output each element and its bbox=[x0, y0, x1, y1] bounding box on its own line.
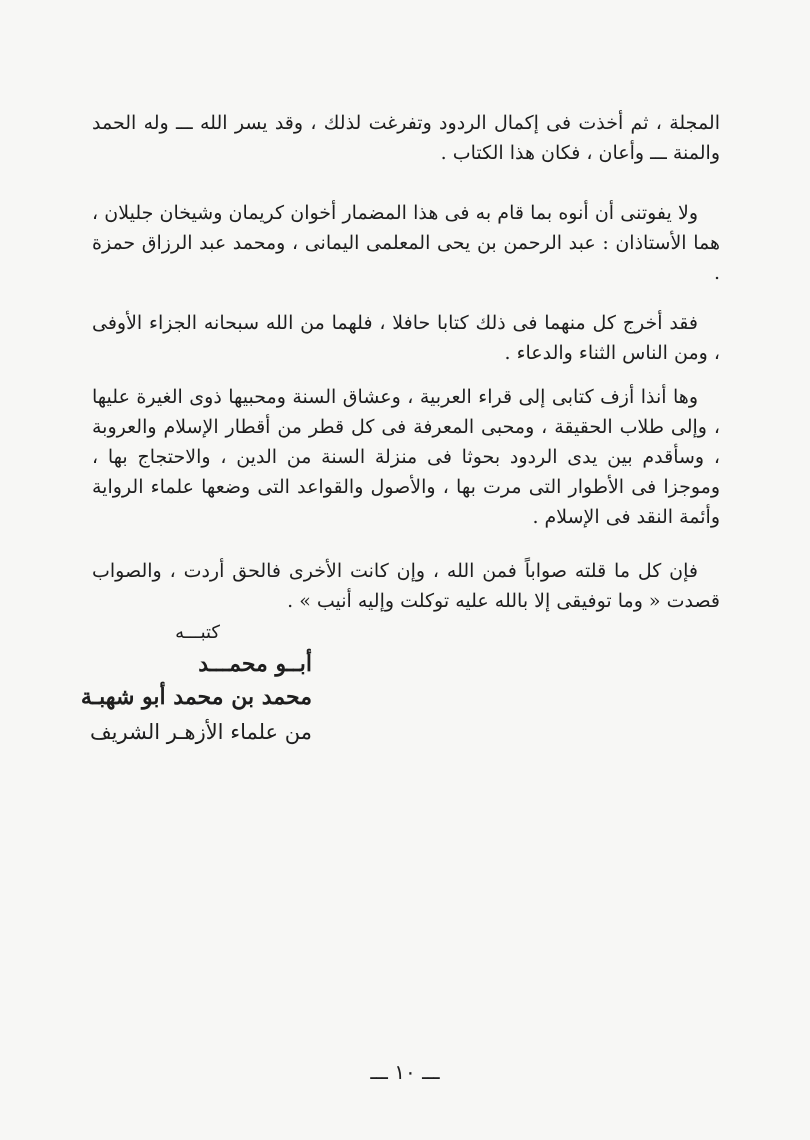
paragraph-acknowledgement bbox=[92, 198, 720, 288]
paragraph-text: وها أنذا أزف كتابى إلى قراء العربية ، وعشاق السنة ومحبيها ذوى الغيرة عليها ، وإلى طلاب الحقيقة ، ومحبى المعرفة فى كل قطر من أقطار الإسلام والعروبة ، وسأقدم بين يدى الردود بحوثا فى منزلة السنة من الدين ، والاحتجاج بها ، وموجزا فى الأطوار التى مرت بها ، والأصول والقواعد التى وضعها علماء الرواية وأئمة النقد فى الإسلام . bbox=[92, 386, 720, 528]
paragraph-text: فإن كل ما قلته صواباً فمن الله ، وإن كانت الأخرى فالحق أردت ، والصواب قصدت « وما توفيقى إلا بالله عليه توكلت وإليه أنيب » . bbox=[92, 560, 720, 612]
paragraph-reward bbox=[92, 308, 720, 368]
paragraph-text: فقد أخرج كل منهما فى ذلك كتابا حافلا ، فلهما من الله سبحانه الجزاء الأوفى ، ومن الناس الثناء والدعاء . bbox=[92, 312, 720, 364]
page-number: ـــ ١٠ ـــ bbox=[370, 1060, 440, 1084]
signature-author-name: محمد بن محمد أبو شهبـة bbox=[80, 684, 312, 710]
paragraph-closing bbox=[92, 556, 720, 616]
signature-kunya: أبــو محمـــد bbox=[198, 651, 312, 677]
paragraph-text: ولا يفوتنى أن أنوه بما قام به فى هذا المضمار أخوان كريمان وشيخان جليلان ، هما الأستاذان : عبد الرحمن بن يحى المعلمى اليمانى ، ومحمد عبد الرزاق حمزة . bbox=[92, 202, 720, 284]
paragraph-continuation bbox=[92, 108, 720, 168]
signature-author-title: من علماء الأزهـر الشريف bbox=[89, 720, 312, 744]
paragraph-dedication bbox=[92, 382, 720, 532]
signature-wrote-by: كتبـــه bbox=[175, 622, 220, 643]
paragraph-text: المجلة ، ثم أخذت فى إكمال الردود وتفرغت لذلك ، وقد يسر الله ـــ وله الحمد والمنة ـــ وأعان ، فكان هذا الكتاب . bbox=[92, 112, 720, 164]
